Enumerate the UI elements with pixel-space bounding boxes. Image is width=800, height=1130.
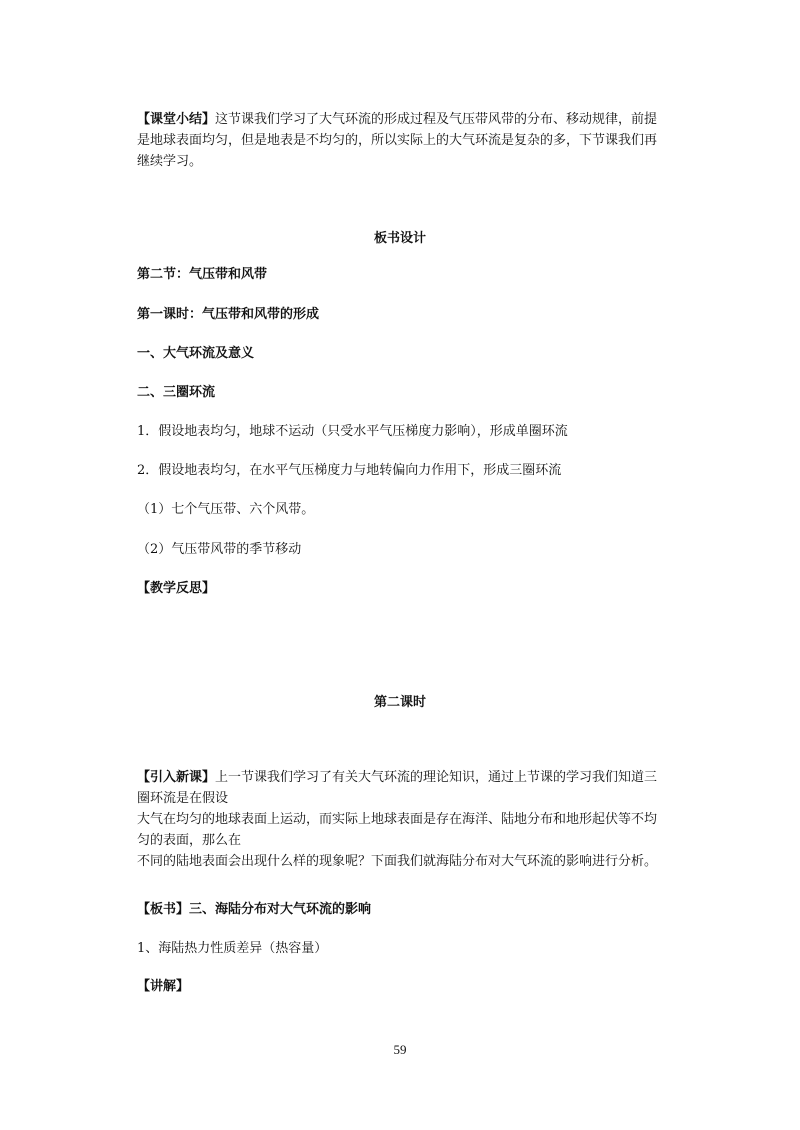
board-design-title: 板书设计 xyxy=(373,231,426,246)
intro-line-1: 上一节课我们学习了有关大气环流的理论知识，通过上节课的学习我们知道三圈环流是在假设 xyxy=(137,770,658,806)
outline-item-1: 1．假设地表均匀，地球不运动（只受水平气压梯度力影响），形成单圈环流 xyxy=(137,424,568,439)
explanation-label: 【讲解】 xyxy=(137,979,190,994)
lesson-heading: 第一课时：气压带和风带的形成 xyxy=(137,307,320,322)
section-heading: 第二节：气压带和风带 xyxy=(137,267,268,282)
page-number: 59 xyxy=(393,1042,407,1057)
outline-subitem-2: （2）气压带风带的季节移动 xyxy=(137,542,302,557)
second-lesson-title: 第二课时 xyxy=(373,695,426,710)
lesson-summary-paragraph xyxy=(137,109,667,172)
board-heading-3: 【板书】三、海陆分布对大气环流的影响 xyxy=(137,902,372,917)
summary-label: 【课堂小结】 xyxy=(137,112,216,127)
intro-paragraph xyxy=(137,767,667,872)
intro-line-3: 不同的陆地表面会出现什么样的现象呢？下面我们就海陆分布对大气环流的影响进行分析。 xyxy=(137,854,658,869)
land-sea-item-1: 1、海陆热力性质差异（热容量） xyxy=(137,941,328,956)
intro-line-2: 大气在均匀的地球表面上运动，而实际上地球表面是存在海洋、陆地分布和地形起伏等不均匀的表面，那么在 xyxy=(137,812,658,848)
outline-item-2: 2．假设地表均匀，在水平气压梯度力与地转偏向力作用下，形成三圈环流 xyxy=(137,463,562,478)
outline-heading-2: 二、三圈环流 xyxy=(137,385,216,400)
outline-subitem-1: （1）七个气压带、六个风带。 xyxy=(137,502,315,517)
summary-text: 这节课我们学习了大气环流的形成过程及气压带风带的分布、移动规律，前提是地球表面均匀，但是地表是不均匀的，所以实际上的大气环流是复杂的多，下节课我们再继续学习。 xyxy=(137,112,658,169)
teaching-reflection-label: 【教学反思】 xyxy=(137,581,216,596)
outline-heading-1: 一、大气环流及意义 xyxy=(137,346,255,361)
intro-label: 【引入新课】 xyxy=(137,770,216,785)
